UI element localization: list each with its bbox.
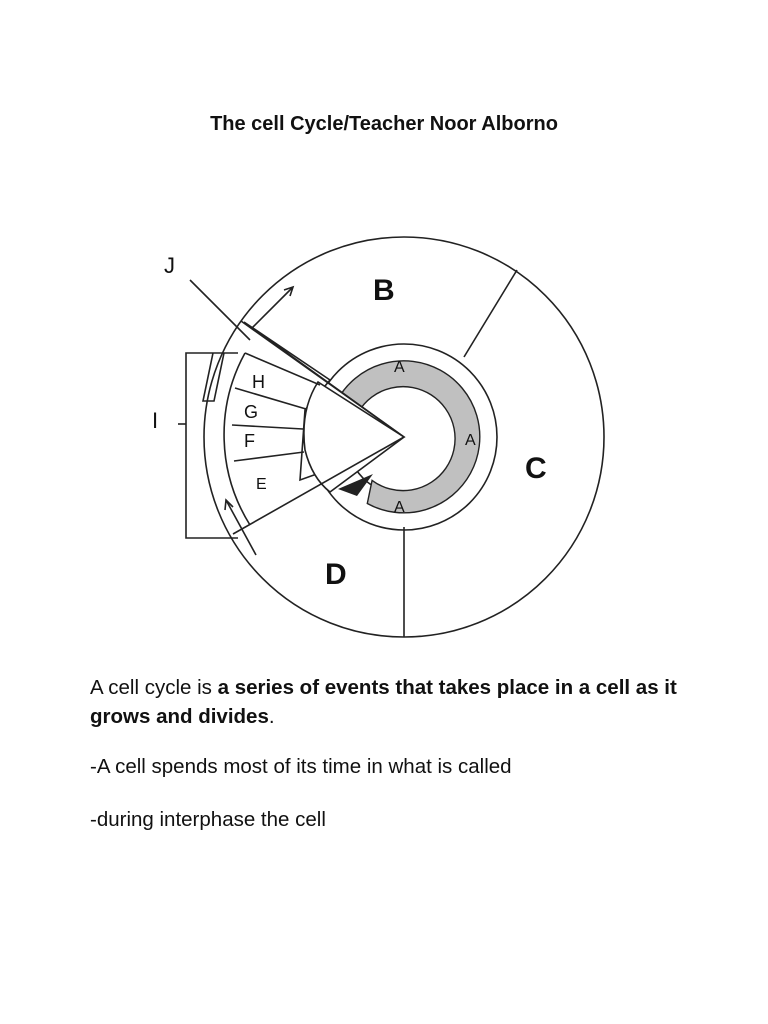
label-d: D <box>325 558 347 591</box>
page-title: The cell Cycle/Teacher Noor Alborno <box>210 113 558 135</box>
label-g: G <box>244 402 259 422</box>
label-j: J <box>164 253 175 278</box>
definition-prefix: A cell cycle is <box>90 676 218 699</box>
definition-bold: a series of events that takes place in a cell as it grows and divides <box>90 676 677 728</box>
label-c: C <box>525 452 547 485</box>
label-f: F <box>244 431 255 451</box>
definition-suffix: . <box>268 705 275 728</box>
cell-cycle-diagram <box>140 220 620 650</box>
label-h: H <box>252 372 265 392</box>
label-a-top: A <box>394 359 405 376</box>
label-e: E <box>256 476 267 493</box>
definition-paragraph <box>90 673 690 731</box>
label-a-right: A <box>465 432 476 449</box>
divider-b-c <box>464 270 517 357</box>
interphase-time-line: -A cell spends most of its time in what is called <box>90 755 512 778</box>
interphase-cell-line: -during interphase the cell <box>90 808 326 831</box>
label-b: B <box>373 274 395 307</box>
label-a-bottom: A <box>394 499 405 516</box>
label-i: I <box>152 408 159 433</box>
j-arrow <box>190 280 250 340</box>
